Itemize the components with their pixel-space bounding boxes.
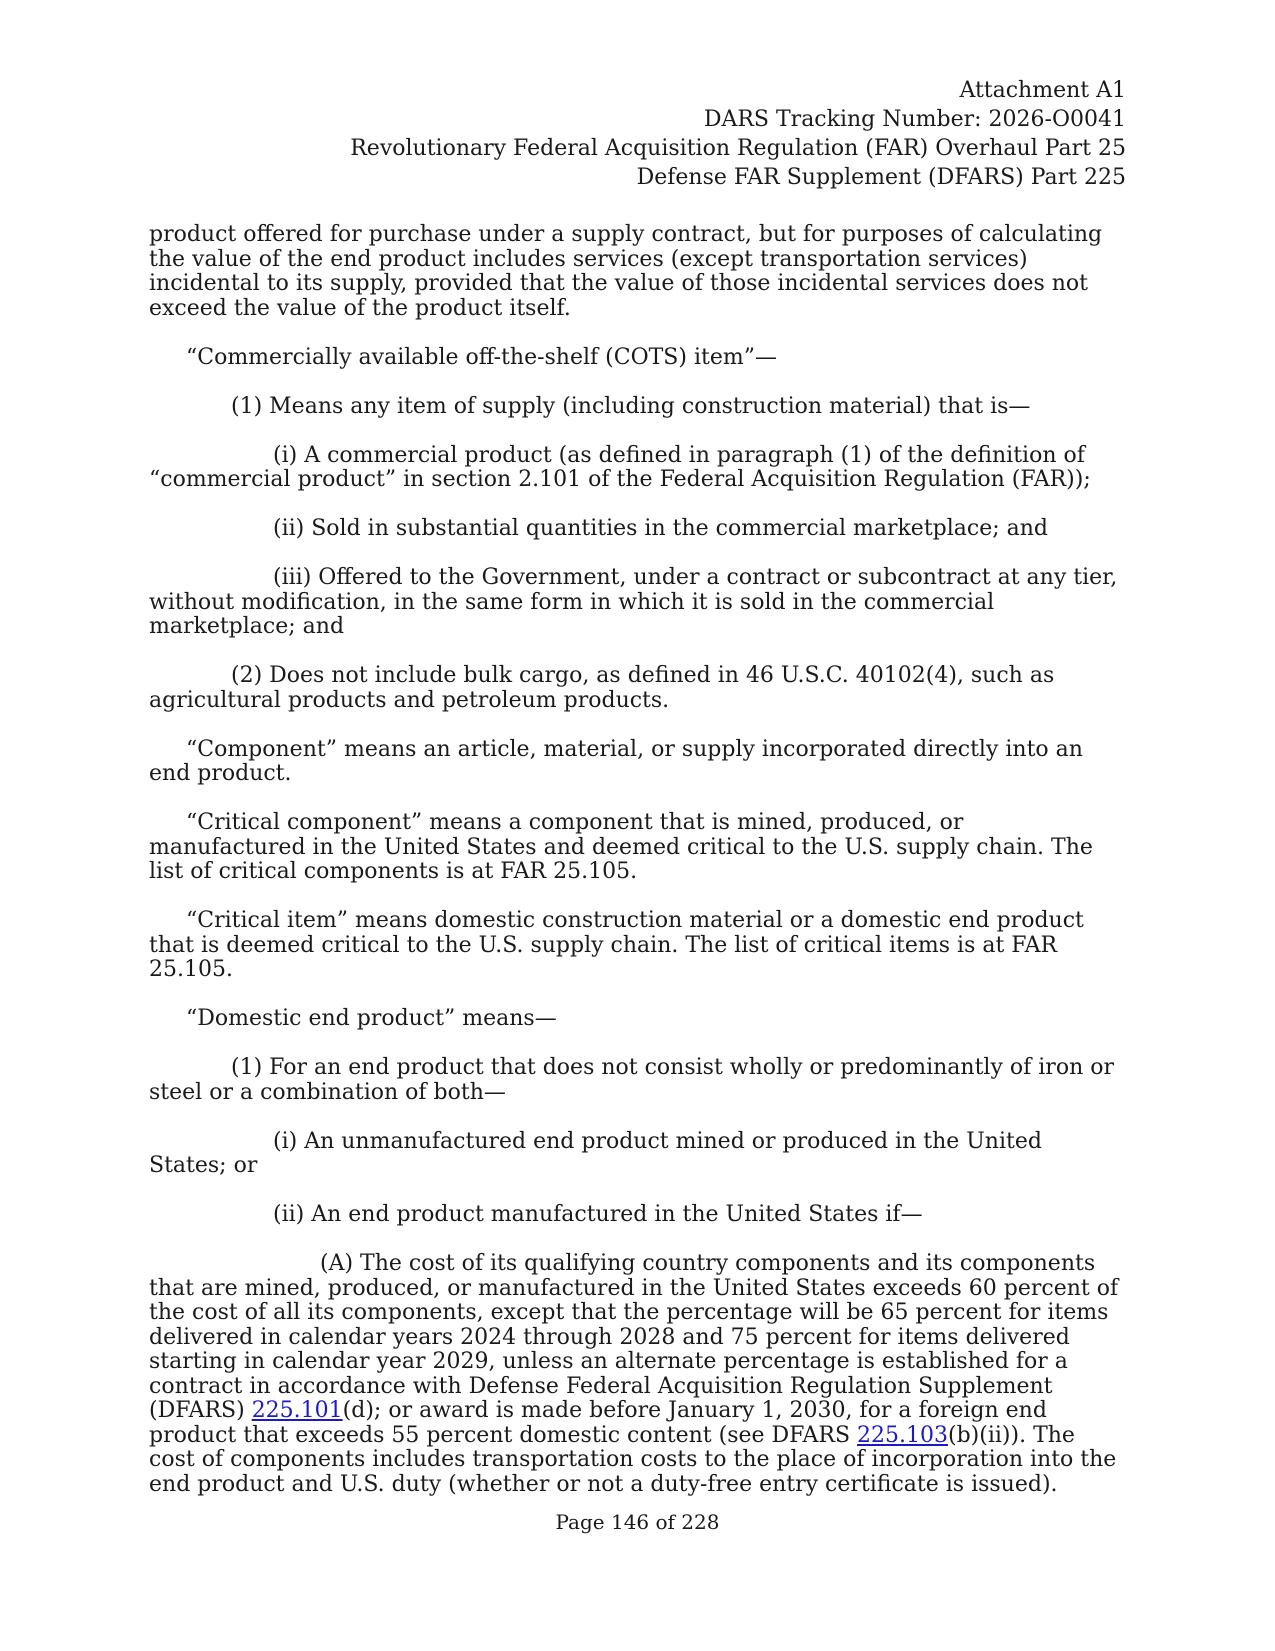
header-attachment: Attachment A1 — [959, 78, 1126, 103]
definition-cots-1: (1) Means any item of supply (including construction material) that is— — [231, 393, 1031, 419]
definition-domestic-1-i: (i) An unmanufactured end product mined or produced in the United States; or — [149, 1128, 1042, 1178]
page-header — [350, 76, 1126, 192]
definition-domestic-1: (1) For an end product that does not consist wholly or predominantly of iron or steel or a combination of both— — [149, 1055, 1114, 1105]
definition-domestic-end-product: “Domestic end product” means— — [186, 1006, 557, 1031]
definition-component: “Component” means an article, material, or supply incorporated directly into an end product. — [149, 736, 1083, 786]
dfars-225-103-link[interactable]: 225.103 — [857, 1422, 949, 1448]
definition-critical-component: “Critical component” means a component that is mined, produced, or manufactured in the United States and deemed critical to the U.S. supply chain. The list of critical components is at FAR 25.105. — [149, 810, 1093, 884]
domestic-a-text-1: (A) The cost of its qualifying country components and its components that are mined, produced, or manufactured in the United States exceeds 60 percent of the cost of all its components, except that the percentage will be 65 percent for items delivered in calendar years 2024 through 2028 and 75 percent for items delivered starting in calendar year 2029, unless an alternate percentage is established for a contract in accordance with Defense Federal Acquisition Regulation Supplement (DFARS) — [149, 1251, 1119, 1423]
header-far-part: Revolutionary Federal Acquisition Regulation (FAR) Overhaul Part 25 — [350, 136, 1126, 161]
header-tracking-number: DARS Tracking Number: 2026-O0041 — [703, 107, 1126, 132]
definition-domestic-1-ii-a — [149, 1252, 1126, 1497]
definition-cots-1-iii: (iii) Offered to the Government, under a contract or subcontract at any tier, without modification, in the same form in which it is sold in the commercial marketplace; and — [149, 565, 1118, 639]
definition-domestic-1-ii: (ii) An end product manufactured in the United States if— — [273, 1202, 923, 1227]
definition-cots-1-ii: (ii) Sold in substantial quantities in the commercial marketplace; and — [273, 516, 1049, 541]
paragraph-continuation: product offered for purchase under a supply contract, but for purposes of calculating the value of the end product includes services (except transportation services) incidental to its supply, provided that the value of those incidental services does not exceed the value of the product itself. — [149, 222, 1103, 321]
definition-cots-2: (2) Does not include bulk cargo, as defined in 46 U.S.C. 40102(4), such as agricultural products and petroleum products. — [149, 663, 1055, 713]
header-dfars-part: Defense FAR Supplement (DFARS) Part 225 — [636, 165, 1126, 190]
definition-cots-1-i: (i) A commercial product (as defined in paragraph (1) of the definition of “commercial product” in section 2.101 of the Federal Acquisition Regulation (FAR)); — [149, 442, 1091, 492]
page-footer — [0, 1510, 1275, 1534]
page-number: Page 146 of 228 — [555, 1510, 720, 1534]
definition-critical-item: “Critical item” means domestic construction material or a domestic end product that is deemed critical to the U.S. supply chain. The list of critical items is at FAR 25.105. — [149, 908, 1084, 982]
definition-cots: “Commercially available off-the-shelf (COTS) item”— — [186, 344, 777, 370]
document-body — [149, 223, 1126, 1522]
domestic-a-text-2: (d); or award is made before January 1, 2030, for a foreign end product that exceeds 55 percent domestic content (see DFARS — [149, 1398, 1047, 1448]
dfars-225-101-link[interactable]: 225.101 — [251, 1398, 343, 1423]
domestic-a-text-3: (b)(ii)). The cost of components includes transportation costs to the place of incorporation into the end product and U.S. duty (whether or not a duty-free entry certificate is issued). — [149, 1422, 1117, 1497]
